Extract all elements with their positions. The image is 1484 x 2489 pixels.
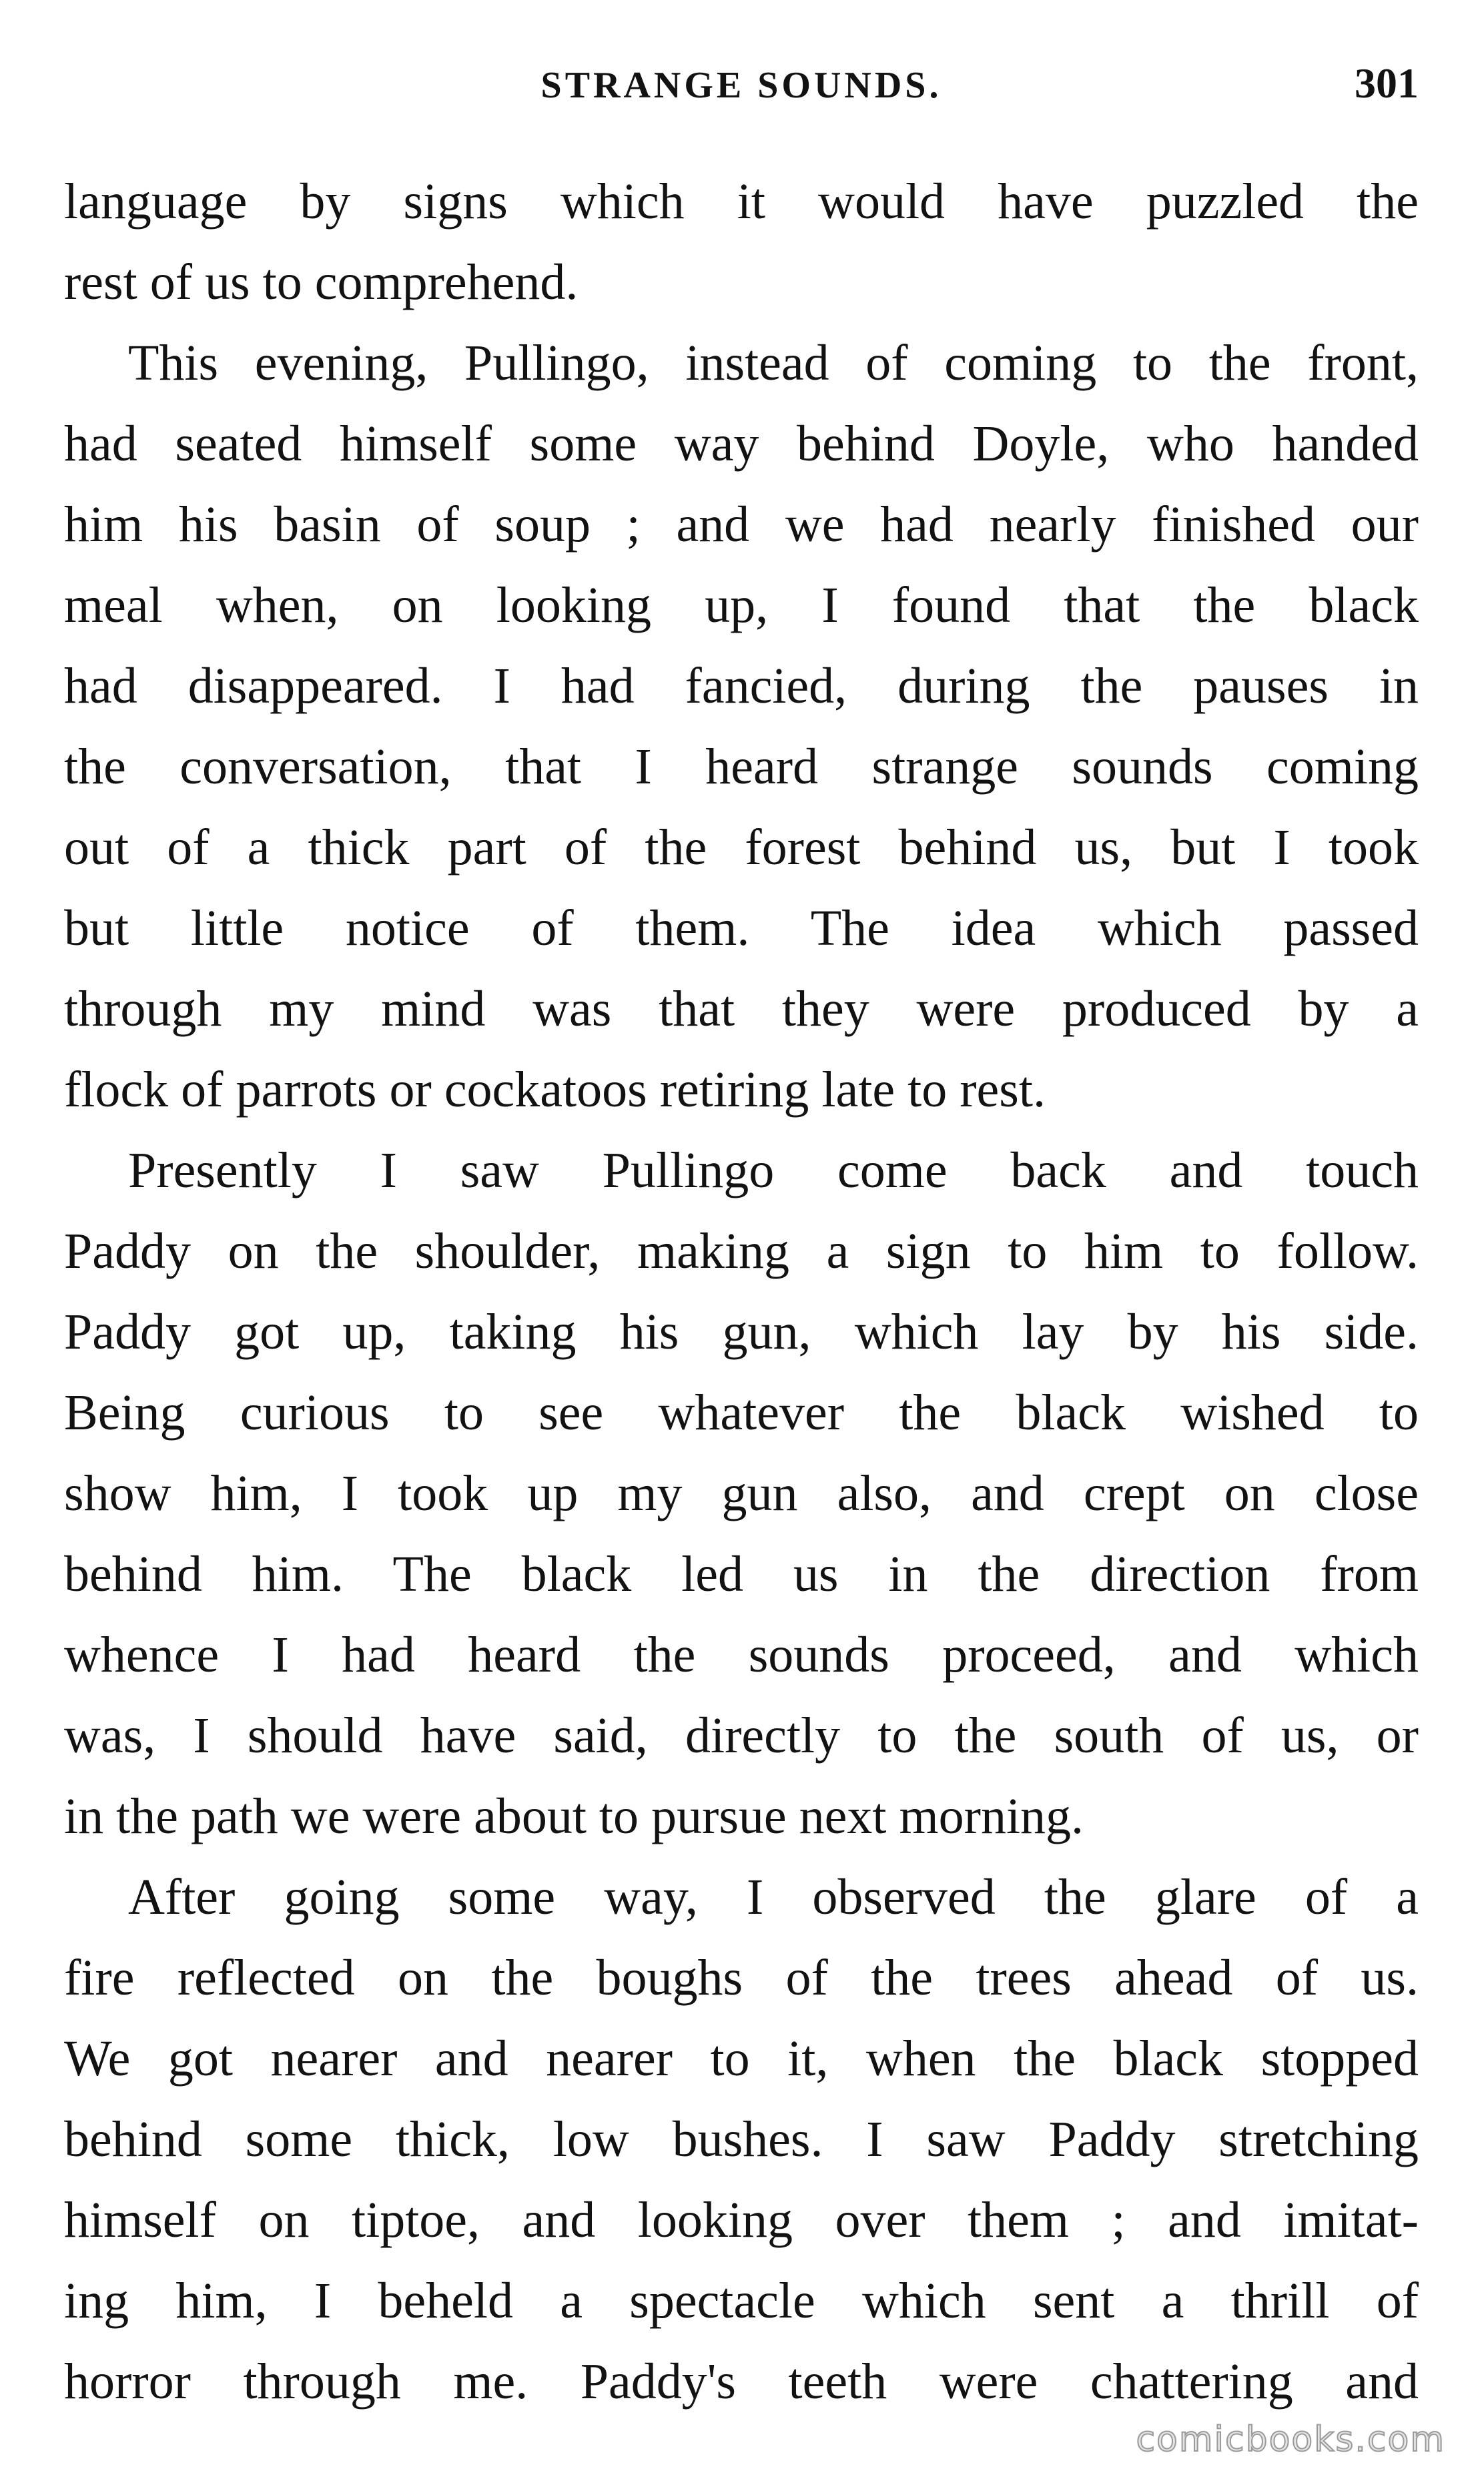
text-line: fire reflected on the boughs of the trees ahead of us.: [64, 1950, 1419, 2006]
running-head: STRANGE SOUNDS.: [540, 65, 942, 106]
text-line: flock of parrots or cockatoos retiring late to rest.: [64, 1062, 1046, 1118]
text-line: out of a thick part of the forest behind us, but I took: [64, 819, 1419, 875]
text-line: After going some way, I observed the glare of a: [128, 1869, 1419, 1925]
text-line: through my mind was that they were produced by a: [64, 981, 1419, 1037]
text-line: whence I had heard the sounds proceed, and which: [64, 1627, 1419, 1683]
page-header: [64, 52, 1419, 119]
text-line: Being curious to see whatever the black wished to: [64, 1385, 1419, 1441]
page-number: 301: [1355, 59, 1419, 107]
text-line: in the path we were about to pursue next morning.: [64, 1788, 1084, 1844]
text-line: Presently I saw Pullingo come back and touch: [128, 1142, 1419, 1198]
text-line: language by signs which it would have puzzled the: [64, 173, 1419, 230]
text-line: Paddy got up, taking his gun, which lay by his side.: [64, 1304, 1419, 1360]
watermark: comicbooks.com: [1136, 2420, 1445, 2460]
text-line: him his basin of soup ; and we had nearly finished our: [64, 496, 1419, 553]
text-line: show him, I took up my gun also, and crept on close: [64, 1465, 1419, 1521]
text-line: Paddy on the shoulder, making a sign to him to follow.: [64, 1223, 1419, 1279]
text-line: had seated himself some way behind Doyle, who handed: [64, 416, 1419, 472]
body-text: [64, 161, 1419, 2422]
text-line: meal when, on looking up, I found that the black: [64, 577, 1419, 633]
text-line: but little notice of them. The idea which passed: [64, 900, 1419, 956]
text-line: the conversation, that I heard strange sounds coming: [64, 739, 1419, 795]
text-line: behind some thick, low bushes. I saw Paddy stretching: [64, 2111, 1419, 2167]
text-line: had disappeared. I had fancied, during the pauses in: [64, 658, 1419, 714]
text-line: ing him, I beheld a spectacle which sent a thrill of: [64, 2273, 1419, 2329]
text-line: This evening, Pullingo, instead of coming to the front,: [128, 335, 1419, 391]
text-line: horror through me. Paddy's teeth were chattering and: [64, 2354, 1419, 2410]
text-line: was, I should have said, directly to the south of us, or: [64, 1708, 1419, 1764]
text-line: rest of us to comprehend.: [64, 254, 579, 310]
text-line: himself on tiptoe, and looking over them ; and imitat-: [64, 2192, 1419, 2248]
text-line: We got nearer and nearer to it, when the black stopped: [64, 2031, 1419, 2087]
text-line: behind him. The black led us in the direction from: [64, 1546, 1419, 1602]
